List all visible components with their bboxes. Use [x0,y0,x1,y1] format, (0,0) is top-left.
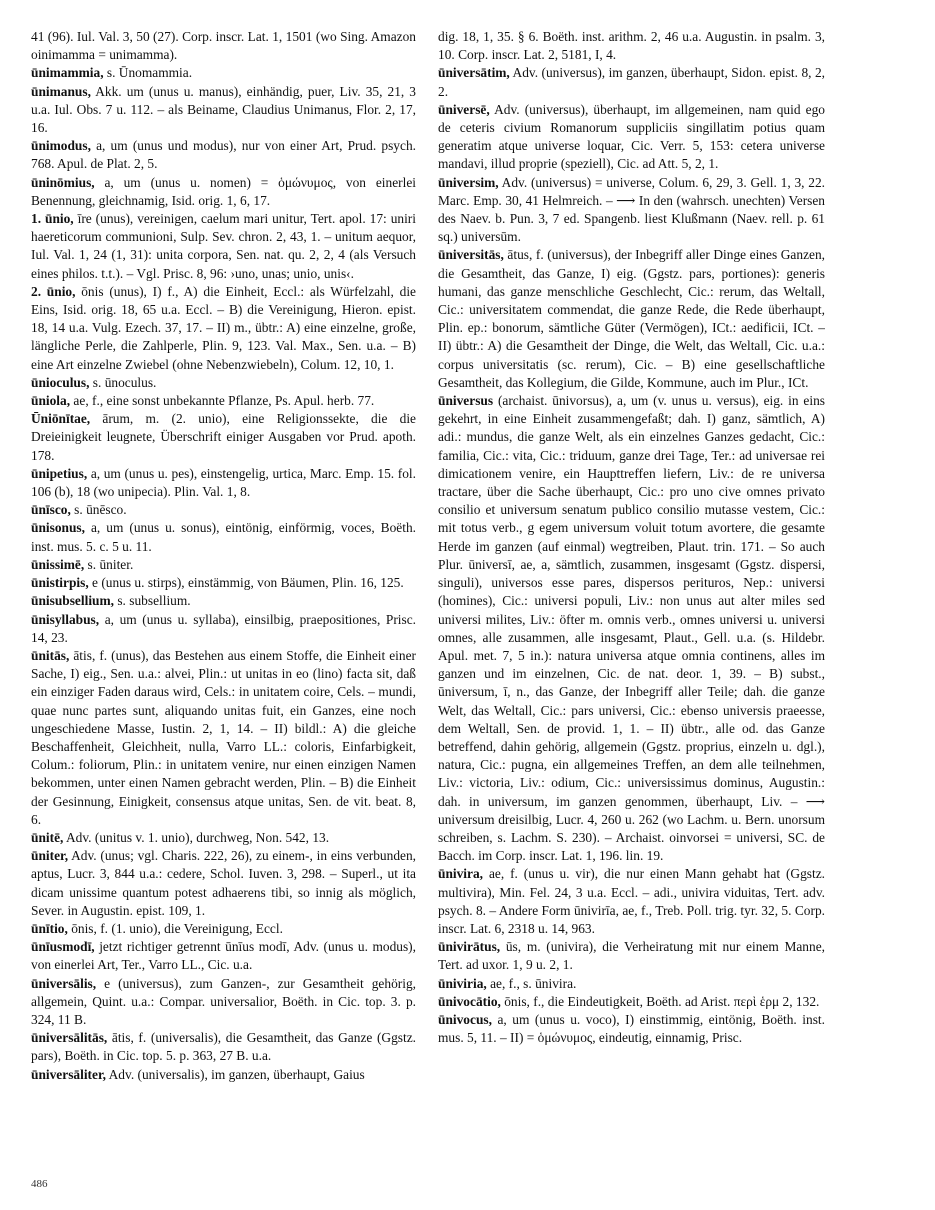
dictionary-entry [31,374,416,392]
entry-headword: ūniversātim, [438,65,510,81]
dictionary-entry [31,938,416,974]
entry-headword: ūnisubsellium, [31,593,114,609]
entry-headword: ūnimammia, [31,65,104,81]
dictionary-entry [31,1029,416,1065]
entry-definition: a, um (unus u. voco), I) einstimmig, eintönig, Boëth. inst. mus. 5, 11. – II) = ὁμώνυμος, eindeutig, einnamig, Prisc. [438,1011,825,1046]
entry-definition: ōnis, f., die Eindeutigkeit, Boëth. ad Arist. περὶ ἑρμ 2, 132. [500,993,820,1009]
entry-definition: s. ūnēsco. [70,502,127,518]
entry-definition: ātus, f. (universus), der Inbegriff aller Dinge eines Ganzen, die Gesamtheit, das Ganze, I) eig. (Ggstz. pars, portiones): generis humani, das ganze menschliche Geschlecht, Cic.: rerum, das Weltall, Cic.: universitatem commendat, die ganze Rede, die Rede überhaupt, Plin. ep.: bonorum, sämtliche Güter (Vermögen), ICt.: aedificii, ICt. – II) übtr.: A) die Gesamtheit der Dinge, die Welt, das Weltall, Cic. u.a.: corpus universitatis (sc. rerum), Cic. – B) eine gesellschaftliche Gesamtheit, das Kollegium, die Gilde, Kommune, auch im Plur., ICt. [438,247,825,390]
entry-headword: ūnistirpis, [31,575,89,591]
entry-definition: ārum, m. (2. unio), eine Religionssekte, die die Dreieinigkeit leugnete, Überschrift einiger Ausgaben vor Prud. apoth. 178. [31,411,416,463]
dictionary-entry [31,465,416,501]
dictionary-entry [438,938,825,974]
entry-definition: 41 (96). Iul. Val. 3, 50 (27). Corp. inscr. Lat. 1, 1501 (wo Sing. Amazon oinimamma = unimamma). [31,29,416,63]
dictionary-entry [438,993,825,1011]
entry-definition: Adv. (universalis), im ganzen, überhaupt, Gaius [106,1066,365,1082]
dictionary-entry [31,556,416,574]
dictionary-entry [31,28,416,64]
entry-definition: Adv. (universus), im ganzen, überhaupt, Sidon. epist. 8, 2, 2. [438,65,825,99]
entry-definition: a, um (unus und modus), nur von einer Art, Prud. psych. 768. Apul. de Plat. 2, 5. [31,138,416,172]
entry-definition: īre (unus), vereinigen, caelum mari unitur, Tert. apol. 17: uniri haereticorum communioni, Sulp. Sev. chron. 2, 43, 1. – unitum aequor, Iul. Val. 1, 24 (1, 31): unita corpora, Sen. nat. qu. 2, 2, 4 (als Versuch eines philos. t.t.). – Vgl. Prisc. 8, 96: ›uno, unas; unio, unis‹. [31,211,416,281]
page-number: 486 [31,1178,48,1190]
entry-headword: ūnisyllabus, [31,611,100,627]
entry-definition: Adv. (universus), überhaupt, im allgemeinen, nam quid ego de ceteris civium Romanorum suppliciis singillatim potius quam generatim atque universe loquar, Cic. Verr. 5, 153: cetera universe mandavi, illud proprie (speziell), Cic. ad Att. 5, 2, 1. [438,101,825,172]
entry-definition: s. ūnoculus. [89,374,157,390]
dictionary-entry [438,392,825,865]
dictionary-entry [438,1011,825,1047]
dictionary-entry [31,137,416,173]
dictionary-entry [31,392,416,410]
entry-definition: (archaist. ūnivorsus), a, um (v. unus u. versus), eig. in eins gekehrt, in eine Einheit zusammengefaßt; dah. I) ganz, sämtlich, A) adi.: mundus, die ganze Welt, als ein einzelnes Ganzes gedacht, Cic.: familia, Cic.: vita, Cic.: triduum, ganze drei Tage, Ter.: ad universae rei dimicationem venire, ein Haupttreffen liefern, Liv.: de re universa tractare, über die Sache überhaupt, Cic.: pro uno cive omnes privato consilio et universum senatum publico consilio mutasse vestem, Cic.: mit totus verb., g egem universum voluit totum avortere, die gesamte Herde im ganzen (auf einmal) wegtreiben, Plaut. trin. 171. – So auch Plur. ūniversī, ae, a, sämtlich, zusammen, insgesamt (Ggstz. dispersi, singuli), universos esse pares, dispersos perituros, Nep.: universi (homines), Cic.: universi populi, Liv.: non unus aut alter miles sed universi milites, Liv.: öfter m. omnis verb., omnes universi u. universi omnes, alle zusammen, alle insgesamt, Plaut., Gell. u.a. (s. Hildebr. Apul. met. 7, 5 in.): natura universa atque omnia continens, alles im ganzen und im einzelnen, Cic. de nat. deor. 1, 39. – B) subst., ūniversum, ī, n., das Ganze, der Inbegriff aller Teile; dah. die ganze Welt, das Weltall, Cic.: pars universi, Cic.: ebenso universis praeesse, dem Weltall, Sen. de provid. 1, 1. – II) übtr., alle od. das Ganze betreffend, dahin gehörig, allgemein (Ggstz. proprius, einzeln u. dgl.), natura, Cic.: pugna, ein allgemeines Treffen, an dem alle teilnehmen, Liv.: victoria, Liv.: odium, Cic.: universissimus dominus, Augustin.: dah. in universum, im ganzen genommen, überhaupt, Liv. – ⟶ universum dreisilbig, Lucr. 4, 260 u. 262 (wo Lachm. u. Bern. unorsum schreiben, s. Lachm. S. 230). – Archaist. oinvorsei = universi, SC. de Bacch. im Corp. inscr. Lat. 1, 196. lin. 19. [438,393,825,864]
dictionary-entry [31,83,416,138]
entry-headword: ūnissimē, [31,556,85,572]
dictionary-entry [31,920,416,938]
dictionary-entry [31,975,416,1030]
dictionary-entry [438,174,825,247]
entry-headword: ūnipetius, [31,465,88,481]
entry-definition: a, um (unus u. syllaba), einsilbig, praepositiones, Prisc. 14, 23. [31,611,416,645]
dictionary-entry [31,501,416,519]
entry-definition: s. ūniter. [84,556,134,572]
entry-headword: ūnimanus, [31,83,91,99]
entry-headword: ūnivira, [438,866,484,882]
entry-headword: ūnivocātio, [438,993,501,1009]
entry-headword: ūnioculus, [31,374,90,390]
entry-headword: 1. ūnio, [31,211,74,227]
entry-definition: Adv. (universus) = universe, Colum. 6, 29, 3. Gell. 1, 3, 22. Marc. Emp. 30, 41 Helmreich. – ⟶ In den (wahrsch. unechten) Versen des Naev. b. Pun. 3, 7 ed. Spangenb. liest Klußmann (Naev. rell. p. 61 sq.) universūm. [438,174,825,245]
dictionary-entry [31,410,416,465]
dictionary-entry [438,975,825,993]
left-column [31,28,416,1178]
dictionary-entry [31,519,416,555]
entry-definition: a, um (unus u. pes), einstengelig, urtica, Marc. Emp. 15. fol. 106 (b), 18 (wo unipecia). Plin. Val. 1, 8. [31,465,416,500]
entry-definition: dig. 18, 1, 35. § 6. Boëth. inst. arithm. 2, 46 u.a. Augustin. in psalm. 3, 10. Corp. inscr. Lat. 2, 5181, I, 4. [438,29,825,63]
entry-headword: ūninōmius, [31,174,95,190]
dictionary-entry [31,829,416,847]
entry-definition: Adv. (unus; vgl. Charis. 222, 26), zu einem-, in eins verbunden, aptus, Lucr. 3, 844 u.a.: cedere, Schol. Iuven. 3, 298. – Superl., ut ita dicam unissime quantum potest adhaerens tibi, so innig als möglich, Sever. in Augustin. epist. 109, 1. [31,848,416,918]
dictionary-entry [438,64,825,100]
entry-headword: ūnitē, [31,829,64,845]
entry-definition: e (universus), zum Ganzen-, zur Gesamtheit gehörig, allgemein, Quint. u.a.: Compar. universalior, Boëth. in Cic. top. 3. p. 324, 11 B. [31,975,416,1027]
dictionary-entry [31,574,416,592]
entry-headword: ūniversē, [438,101,490,117]
entry-headword: Ūniōnītae, [31,411,91,427]
dictionary-entry [438,28,825,64]
entry-headword: ūnīsco, [31,502,71,518]
entry-headword: ūniversus [438,393,494,409]
right-column [438,28,825,1178]
entry-definition: ōnis, f. (1. unio), die Vereinigung, Eccl. [67,920,283,936]
entry-headword: ūniversāliter, [31,1066,107,1082]
entry-definition: s. subsellium. [114,593,191,609]
entry-headword: ūniversālitās, [31,1030,108,1046]
entry-definition: ae, f., s. ūnivira. [486,975,577,991]
dictionary-entry [31,283,416,374]
dictionary-entry [31,647,416,829]
entry-headword: ūniversitās, [438,247,504,263]
dictionary-entry [31,64,416,82]
entry-headword: ūnivirātus, [438,939,501,955]
entry-definition: ātis, f. (universalis), die Gesamtheit, das Ganze (Ggstz. pars), Boëth. in Cic. top. 5. p. 363, 27 B. u.a. [31,1030,416,1064]
entry-definition: a, um (unus u. nomen) = ὁμώνυμος, von einerlei Benennung, gleichnamig, Isid. orig. 1, 6, 17. [31,174,416,208]
entry-headword: ūniola, [31,393,71,409]
entry-headword: 2. ūnio, [31,283,76,299]
dictionary-entry [438,101,825,174]
entry-definition: Akk. um (unus u. manus), einhändig, puer, Liv. 35, 21, 3 u.a. Iul. Obs. 7 u. 112. – als Beiname, Claudius Unimanus, Flor. 2, 17, 16. [31,83,416,136]
dictionary-entry [31,210,416,283]
entry-definition: ae, f. (unus u. vir), die nur einen Mann gehabt hat (Ggstz. multivira), Min. Fel. 24, 3 u.a. Eccl. – adi., univira viduitas, Tert. adv. psych. 8. – Andere Form ūnivirīa, ae, f., Treb. Poll. trig. tyr. 32, 5. Corp. inscr. Lat. 6, 2318 u. 14, 963. [438,866,825,936]
entry-definition: jetzt richtiger getrennt ūnīus modī, Adv. (unus u. modus), von einerlei Art, Ter., Varro LL., Cic. u.a. [31,939,416,973]
entry-headword: ūnītio, [31,920,68,936]
dictionary-entry [438,246,825,392]
entry-definition: e (unus u. stirps), einstämmig, von Bäumen, Plin. 16, 125. [88,575,404,591]
entry-headword: ūniter, [31,848,69,864]
dictionary-entry [438,865,825,938]
entry-headword: ūniversālis, [31,975,97,991]
dictionary-entry [31,611,416,647]
entry-definition: ae, f., eine sonst unbekannte Pflanze, Ps. Apul. herb. 77. [70,393,375,409]
entry-definition: ōnis (unus), I) f., A) die Einheit, Eccl.: als Würfelzahl, die Eins, Isid. orig. 18, 65 u.a. Eccl. – B) die Vereinigung, Hieron. epist. 18, 14 u.a. Vulg. Ezech. 37, 17. – II) m., übtr.: A) eine einzelne, große, längliche Perle, die Zahlperle, Plin. 9, 123. Val. Max., Sen. u.a. – B) eine Art einzelne Zwiebel (ohne Nebenzwiebeln), Colum. 12, 10, 1. [31,283,416,372]
entry-headword: ūnitās, [31,647,70,663]
entry-definition: ātis, f. (unus), das Bestehen aus einem Stoffe, die Einheit einer Sache, I) eig., Sen. u.a.: alvei, Plin.: ut unitas in eo (lino) facta sit, daß ein einziger Faden daraus wird, Cels.: in unitatem coire, Cels. – mundi, quae nunc partes sunt, aliquando unitas fuit, ein Ganzes, eine noch ungeschiedene Masse, Iustin. 2, 1, 14. – II) bildl.: A) die gleiche Beschaffenheit, Gleichheit, nulla, Varro LL.: coloris, Einfarbigkeit, Colum.: foliorum, Plin.: in unitatem venire, nur einen einzigen Namen bekommen, unter einen Namen gebracht werden, Plin. – B) die Einheit der Gesinnung, Einigkeit, consensus atque unitas, Sen. de vit. beat. 8, 6. [31,647,416,827]
entry-headword: ūniviria, [438,975,487,991]
entry-definition: a, um (unus u. sonus), eintönig, einförmig, voces, Boëth. inst. mus. 5. c. 5 u. 11. [31,520,416,554]
entry-headword: ūnīusmodī, [31,939,95,955]
entry-definition: Adv. (unitus v. 1. unio), durchweg, Non. 542, 13. [63,829,330,845]
entry-headword: ūniversim, [438,174,499,190]
entry-headword: ūnivocus, [438,1011,492,1027]
entry-definition: s. Ūnomammia. [103,65,193,81]
entry-headword: ūnimodus, [31,138,91,154]
entry-definition: ūs, m. (univira), die Verheiratung mit nur einem Manne, Tert. ad uxor. 1, 9 u. 2, 1. [438,939,825,973]
dictionary-entry [31,847,416,920]
entry-headword: ūnisonus, [31,520,85,536]
dictionary-entry [31,592,416,610]
dictionary-entry [31,1066,416,1084]
dictionary-entry [31,174,416,210]
